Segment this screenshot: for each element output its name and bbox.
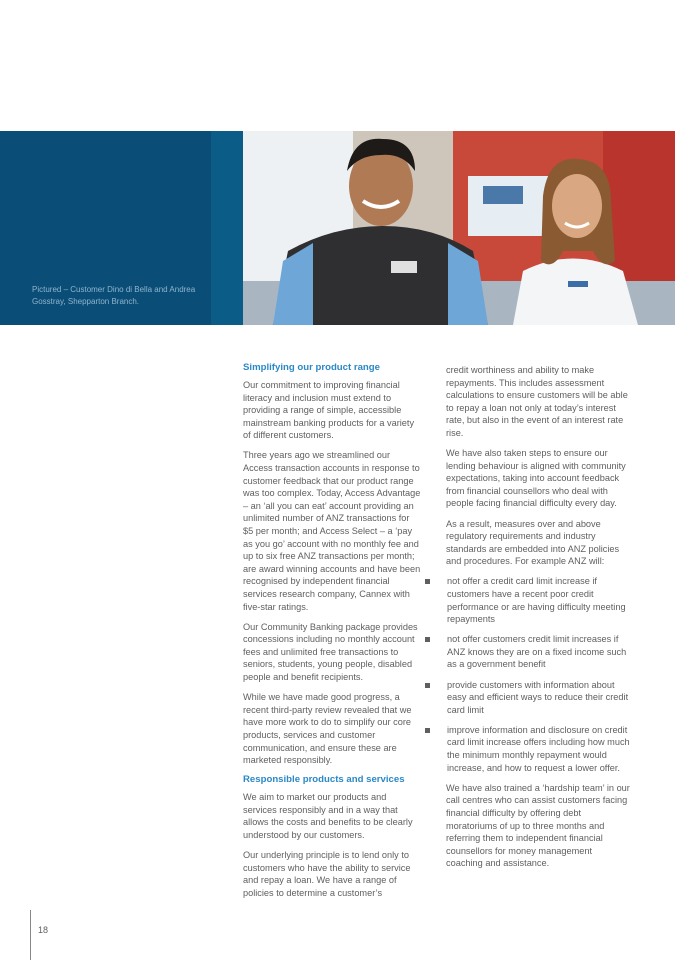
right-text-column bbox=[446, 364, 631, 877]
list-item: provide customers with information about easy and efficient ways to reduce their credit card limit bbox=[446, 679, 631, 717]
banner-color-block bbox=[0, 131, 211, 325]
bullet-icon bbox=[425, 637, 430, 642]
paragraph: Three years ago we streamlined our Access transaction accounts in response to customer feedback that our product range was too complex. Today, Access Advantage – an ‘all you can eat’ account providing an unlimited number of ANZ transactions for $5 per month; and Access Select – a ‘pay as you go’ account with no monthly fee and up to six free ANZ transactions per month; are award winning accounts and have been recognised by independent financial services research company, Cannex with five-star ratings. bbox=[243, 450, 421, 612]
list-item: not offer a credit card limit increase if customers have a recent poor credit performance or are having difficulty meeting repayments bbox=[446, 575, 631, 625]
bullet-icon bbox=[425, 683, 430, 688]
paragraph: Our commitment to improving financial literacy and inclusion must extend to providing a range of simple, accessible mainstream banking products for a variety of different customers. bbox=[243, 380, 415, 441]
section-heading: Simplifying our product range bbox=[243, 362, 380, 373]
paragraph: Our Community Banking package provides concessions including no monthly account fees and unlimited free transactions to seniors, students, young people, disabled people and benefit recipients. bbox=[243, 621, 418, 683]
paragraph: While we have made good progress, a recent third-party review revealed that we have more work to do to simplify our core products, services and customer communication, and ensure these are marketed responsibly. bbox=[243, 692, 412, 766]
paragraph: credit worthiness and ability to make repayments. This includes assessment calculations to ensure customers will be able to repay a loan not only at today’s interest rate, but also in the event of an interest rate rise. bbox=[446, 365, 628, 438]
paragraph: We have also trained a ‘hardship team’ in our call centres who can assist customers facing financial difficulty by offering debt moratoriums of up to three months and referring them to independent financial counsellors for money management coaching and assistance. bbox=[446, 782, 630, 869]
bullet-icon bbox=[425, 728, 430, 733]
bullet-icon bbox=[425, 579, 430, 584]
banner-accent-strip bbox=[211, 131, 243, 325]
photo-caption: Pictured – Customer Dino di Bella and Andrea Gosstray, Shepparton Branch. bbox=[32, 285, 196, 306]
bullet-list bbox=[446, 575, 631, 774]
section-heading: Responsible products and services bbox=[243, 774, 405, 786]
paragraph: We have also taken steps to ensure our lending behaviour is aligned with community expectations, taking into account feedback from financial counsellors who deal with people facing financial difficulty every day. bbox=[446, 448, 626, 509]
photo-banner bbox=[0, 131, 675, 325]
page-number: 18 bbox=[38, 925, 49, 935]
left-text-column bbox=[243, 362, 421, 907]
photo-customer-and-staff bbox=[243, 131, 675, 325]
paragraph: We aim to market our products and services responsibly and in a way that allows the costs and benefits to be clearly understood by our customers. bbox=[243, 792, 413, 840]
paragraph: Our underlying principle is to lend only to customers who have the ability to service and repay a loan. We have a range of policies to determine a customer’s bbox=[243, 850, 411, 898]
list-item: not offer customers credit limit increases if ANZ knows they are on a fixed income such as a government benefit bbox=[446, 633, 631, 671]
paragraph: As a result, measures over and above regulatory requirements and industry standards are embedded into ANZ policies and procedures. For example ANZ will: bbox=[446, 518, 620, 567]
page-number-rule bbox=[30, 910, 31, 960]
list-item: improve information and disclosure on credit card limit increase offers including how much the minimum monthly repayment would increase, and how to request a lower offer. bbox=[446, 724, 631, 774]
